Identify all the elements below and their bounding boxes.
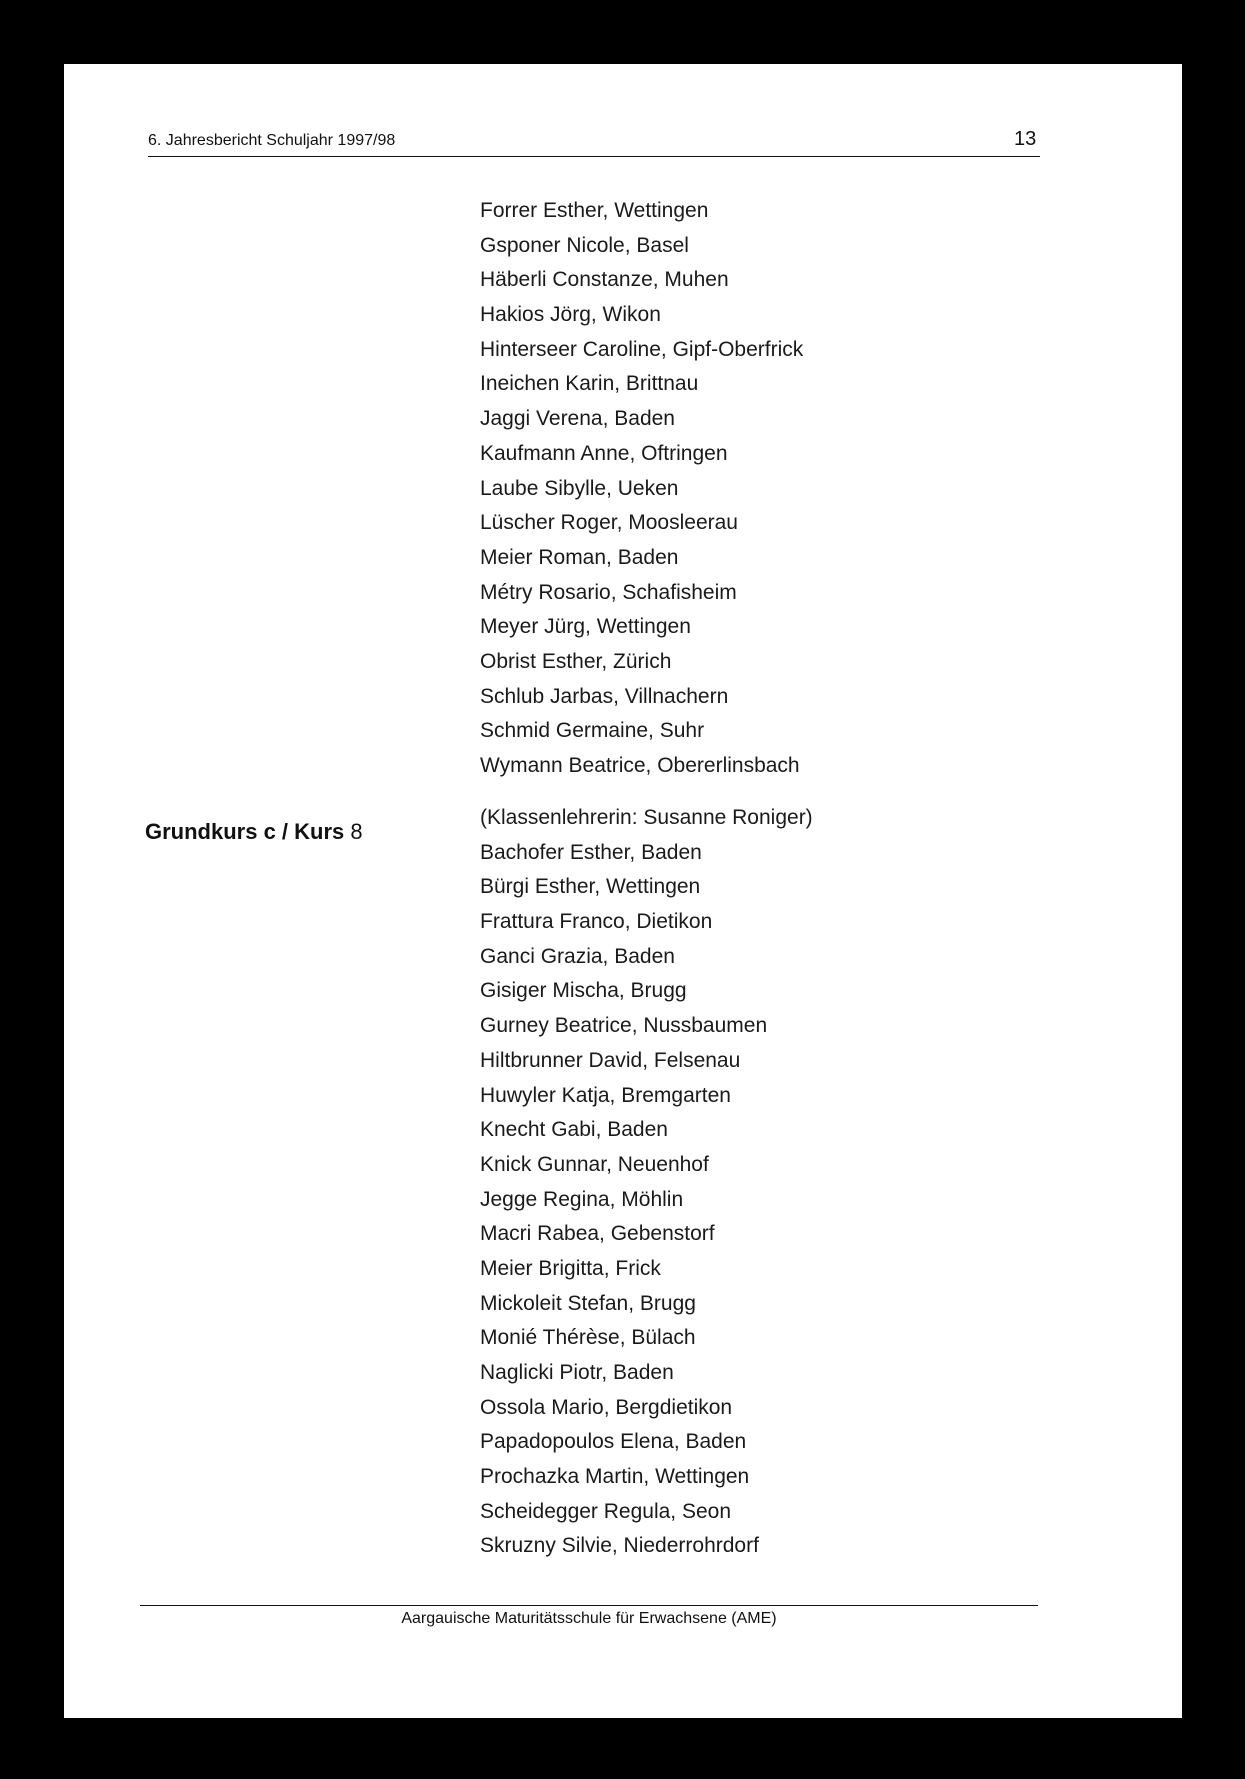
page-number: 13 (1014, 128, 1037, 150)
list-item: Skruzny Silvie, Niederrohrdorf (480, 1534, 759, 1558)
footer-rule (140, 1605, 1038, 1606)
list-item: Wymann Beatrice, Obererlinsbach (480, 754, 800, 777)
list-item: Bachofer Esther, Baden (480, 840, 702, 864)
list-item: Naglicki Piotr, Baden (480, 1361, 674, 1384)
list-item: Frattura Franco, Dietikon (480, 910, 713, 934)
list-item: Huwyler Katja, Bremgarten (480, 1083, 731, 1107)
list-item: Obrist Esther, Zürich (480, 649, 672, 673)
list-item: Schlub Jarbas, Villnachern (480, 684, 729, 708)
section-heading-number: 8 (350, 819, 363, 844)
list-item: Meyer Jürg, Wettingen (480, 615, 691, 639)
list-item: Papadopoulos Elena, Baden (480, 1430, 747, 1454)
list-item: Scheidegger Regula, Seon (480, 1499, 732, 1523)
section-heading (145, 819, 363, 845)
list-item: Knick Gunnar, Neuenhof (480, 1152, 709, 1176)
list-item: Macri Rabea, Gebenstorf (480, 1222, 715, 1246)
list-item: Jegge Regina, Möhlin (480, 1187, 684, 1211)
list-item: Métry Rosario, Schafisheim (480, 580, 737, 604)
list-item: Knecht Gabi, Baden (480, 1118, 668, 1142)
section-heading-text: Grundkurs c / Kurs (145, 819, 345, 844)
list-item: Schmid Germaine, Suhr (480, 719, 705, 743)
student-list-section (480, 801, 813, 1564)
list-item: Häberli Constanze, Muhen (480, 268, 729, 292)
list-item: Forrer Esther, Wettingen (480, 199, 709, 222)
list-item: Gurney Beatrice, Nussbaumen (480, 1014, 768, 1038)
list-item: Bürgi Esther, Wettingen (480, 875, 701, 899)
list-item: Ossola Mario, Bergdietikon (480, 1395, 733, 1419)
list-item: Kaufmann Anne, Oftringen (480, 441, 728, 465)
list-item: Hinterseer Caroline, Gipf-Oberfrick (480, 337, 804, 361)
list-item: Mickoleit Stefan, Brugg (480, 1291, 696, 1315)
list-item: Laube Sibylle, Ueken (480, 476, 679, 500)
list-item: Gisiger Mischa, Brugg (480, 979, 687, 1003)
list-item: Lüscher Roger, Moosleerau (480, 511, 738, 535)
header-rule (148, 156, 1040, 157)
list-item: Monié Thérèse, Bülach (480, 1326, 696, 1350)
list-item: Ineichen Karin, Brittnau (480, 372, 699, 396)
list-item: Ganci Grazia, Baden (480, 944, 675, 968)
running-header-title: 6. Jahresbericht Schuljahr 1997/98 (148, 132, 396, 149)
list-item: Meier Brigitta, Frick (480, 1256, 661, 1280)
student-list-continued (480, 194, 803, 784)
list-item: Hakios Jörg, Wikon (480, 303, 661, 327)
list-item: Hiltbrunner David, Felsenau (480, 1048, 741, 1072)
class-teacher-note: (Klassenlehrerin: Susanne Roniger) (480, 806, 813, 829)
document-page (64, 64, 1182, 1718)
list-item: Meier Roman, Baden (480, 545, 679, 569)
list-item: Jaggi Verena, Baden (480, 407, 675, 431)
footer-text: Aargauische Maturitätsschule für Erwachsene (AME) (401, 1610, 777, 1627)
list-item: Prochazka Martin, Wettingen (480, 1465, 750, 1489)
list-item: Gsponer Nicole, Basel (480, 233, 689, 257)
